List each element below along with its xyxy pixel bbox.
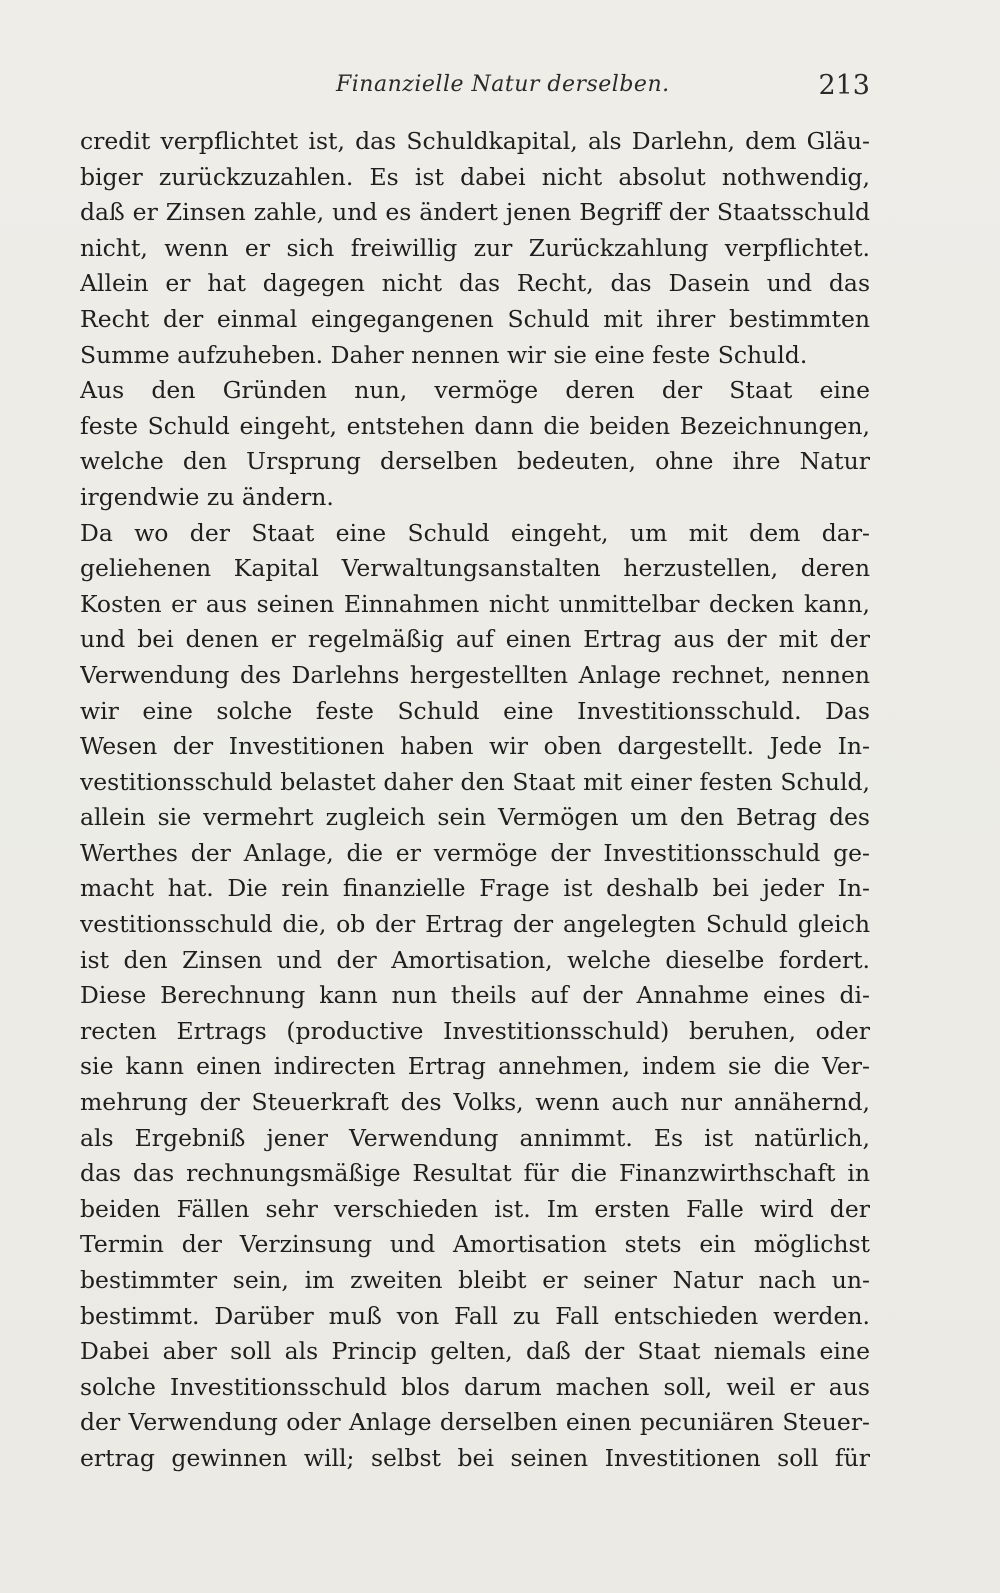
text-line: feste Schuld eingeht, entstehen dann die beiden Bezeichnungen, [80, 411, 870, 440]
text-line: als Ergebniß jener Verwendung annimmt. Es ist natürlich, [80, 1123, 870, 1152]
text-line: ertrag gewinnen will; selbst bei seinen Investitionen soll für [80, 1443, 870, 1472]
text-line: das das rechnungsmäßige Resultat für die Finanzwirthschaft in [80, 1159, 870, 1188]
text-line: Dabei aber soll als Princip gelten, daß der Staat niemals eine [80, 1337, 870, 1366]
text-line: und bei denen er regelmäßig auf einen Ertrag aus der mit der [80, 625, 870, 654]
text-line: wir eine solche feste Schuld eine Investitionsschuld. Das [80, 696, 870, 725]
text-line: Summe aufzuheben. Daher nennen wir sie eine feste Schuld. [80, 340, 808, 369]
text-line: nicht, wenn er sich freiwillig zur Zurückzahlung verpflichtet. [80, 233, 870, 262]
text-line: Werthes der Anlage, die er vermöge der Investitionsschuld ge- [80, 838, 870, 867]
text-line: Allein er hat dagegen nicht das Recht, das Dasein und das [80, 269, 870, 298]
body-text [80, 124, 870, 1477]
text-line: mehrung der Steuerkraft des Volks, wenn auch nur annähernd, [80, 1088, 870, 1117]
text-line: Da wo der Staat eine Schuld eingeht, um mit dem dar- [80, 518, 870, 547]
text-line: vestitionsschuld belastet daher den Staat mit einer festen Schuld, [80, 767, 870, 796]
running-head [80, 68, 870, 108]
text-line: macht hat. Die rein finanzielle Frage ist deshalb bei jeder In- [80, 874, 870, 903]
text-line: biger zurückzuzahlen. Es ist dabei nicht absolut nothwendig, [80, 162, 870, 191]
running-title: Finanzielle Natur derselben. [336, 72, 670, 97]
text-line: Wesen der Investitionen haben wir oben dargestellt. Jede In- [80, 732, 870, 761]
text-line: Kosten er aus seinen Einnahmen nicht unmittelbar decken kann, [80, 589, 870, 618]
text-line: allein sie vermehrt zugleich sein Vermögen um den Betrag des [80, 803, 870, 832]
text-line: beiden Fällen sehr verschieden ist. Im ersten Falle wird der [80, 1194, 870, 1223]
text-line: Verwendung des Darlehns hergestellten Anlage rechnet, nennen [80, 660, 870, 689]
text-line: sie kann einen indirecten Ertrag annehmen, indem sie die Ver- [80, 1052, 870, 1081]
text-line: solche Investitionsschuld blos darum machen soll, weil er aus [80, 1372, 870, 1401]
text-line: Recht der einmal eingegangenen Schuld mit ihrer bestimmten [80, 304, 870, 333]
text-line: recten Ertrags (productive Investitionsschuld) beruhen, oder [80, 1016, 870, 1045]
text-line: Termin der Verzinsung und Amortisation stets ein möglichst [80, 1230, 870, 1259]
text-line: der Verwendung oder Anlage derselben einen pecuniären Steuer- [80, 1408, 870, 1437]
text-line: bestimmt. Darüber muß von Fall zu Fall entschieden werden. [80, 1301, 870, 1330]
text-line: welche den Ursprung derselben bedeuten, ohne ihre Natur [80, 447, 870, 476]
text-line: ist den Zinsen und der Amortisation, welche dieselbe fordert. [80, 945, 870, 974]
text-line: credit verpflichtet ist, das Schuldkapital, als Darlehn, dem Gläu- [80, 127, 870, 155]
text-line: vestitionsschuld die, ob der Ertrag der angelegten Schuld gleich [80, 910, 870, 939]
text-line: daß er Zinsen zahle, und es ändert jenen Begriff der Staatsschuld [80, 198, 870, 227]
text-line: geliehenen Kapital Verwaltungsanstalten herzustellen, deren [80, 554, 870, 583]
text-line: irgendwie zu ändern. [80, 482, 334, 511]
text-line: Diese Berechnung kann nun theils auf der Annahme eines di- [80, 981, 870, 1010]
page-number: 213 [818, 70, 870, 101]
text-line: bestimmter sein, im zweiten bleibt er seiner Natur nach un- [80, 1266, 870, 1294]
text-line: Aus den Gründen nun, vermöge deren der Staat eine [80, 376, 870, 405]
